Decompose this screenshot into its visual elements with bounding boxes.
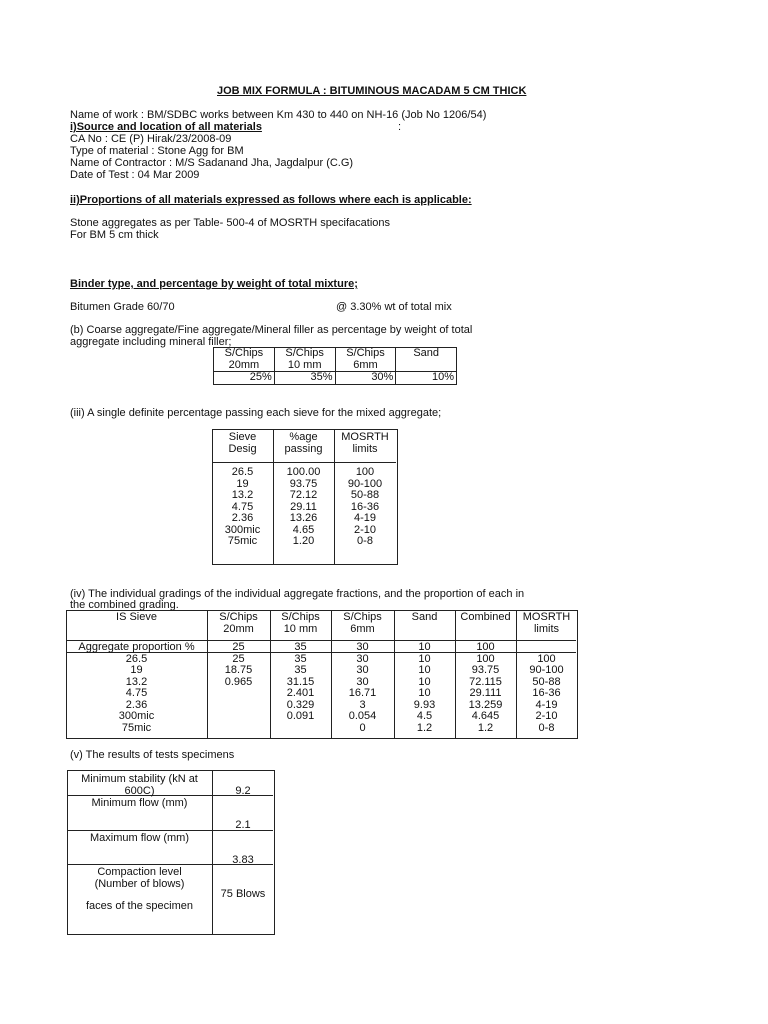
- table-cell: 30: [356, 641, 369, 653]
- table-cell: 4-19: [353, 512, 377, 524]
- table-row: [212, 467, 396, 479]
- header-cell: S/Chips 6mm: [343, 611, 382, 635]
- table-cell: 100: [476, 641, 495, 653]
- table-cell: [516, 642, 577, 654]
- table-cell: 90-100: [347, 477, 383, 490]
- table-cell: 25: [232, 641, 245, 653]
- table-cell: 31.15: [286, 675, 315, 688]
- table-cell: [207, 688, 270, 700]
- table-cell: 50-88: [350, 489, 380, 501]
- table-cell: 72.115: [469, 675, 502, 688]
- table-cell: 4.75: [231, 500, 254, 513]
- header-cell: S/Chips 20mm: [219, 611, 258, 635]
- table-cell: 30: [356, 652, 369, 665]
- bitumen-percentage: @ 3.30% wt of total mix: [336, 301, 452, 313]
- table-row: [66, 642, 577, 654]
- table-cell: 19: [130, 664, 143, 676]
- table-cell: 19: [236, 477, 249, 490]
- compaction-level-label: Compaction level (Number of blows): [94, 866, 185, 890]
- table-cell: 29.111: [469, 687, 502, 699]
- table-cell: [270, 723, 331, 735]
- section-v-line: (v) The results of tests specimens: [70, 749, 235, 761]
- date-of-test: Date of Test : 04 Mar 2009: [70, 169, 200, 181]
- table-cell: 75mic: [227, 535, 258, 547]
- compaction-level-value: 75 Blows: [220, 888, 266, 900]
- header-cell: Combined: [460, 611, 511, 623]
- header-cell: S/Chips 10 mm: [274, 348, 335, 372]
- table-cell: 50-88: [532, 675, 561, 688]
- table-cell: 2-10: [535, 710, 558, 722]
- table-cell: 100: [355, 466, 375, 478]
- aggregate-proportion-table: [213, 347, 457, 385]
- minimum-stability-value: 9.2: [235, 785, 251, 797]
- header-cell: Sieve Desig: [228, 431, 257, 455]
- table-row: [66, 711, 577, 723]
- bitumen-grade: Bitumen Grade 60/70: [70, 301, 175, 313]
- table-cell: 100: [476, 652, 495, 665]
- table-cell: 13.259: [468, 698, 503, 711]
- table-cell: 30: [356, 675, 369, 688]
- table-cell: [207, 723, 270, 735]
- header-cell: S/Chips 6mm: [335, 348, 396, 372]
- table-row: [66, 654, 577, 666]
- sieve-passing-table: [212, 432, 396, 548]
- table-cell: 300mic: [118, 710, 155, 722]
- table-cell: 10: [418, 664, 431, 676]
- table-row: [212, 536, 396, 548]
- header-cell: Sand: [411, 611, 438, 623]
- table-cell: 35: [294, 641, 307, 653]
- table-cell: 10: [418, 652, 431, 665]
- table-cell: 29.11: [290, 500, 317, 513]
- table-row: [212, 490, 396, 502]
- table-cell: 2.36: [231, 512, 254, 524]
- table-cell: 100.00: [286, 466, 321, 478]
- header-cell: %age passing: [284, 431, 323, 455]
- section-i-heading: i)Source and location of all materials: [70, 121, 262, 133]
- table-cell: 0.329: [286, 698, 315, 711]
- table-cell: 30: [356, 664, 369, 676]
- binder-heading: Binder type, and percentage by weight of total mixture;: [70, 278, 358, 290]
- page-title: JOB MIX FORMULA : BITUMINOUS MACADAM 5 CM THICK: [217, 85, 527, 97]
- table-cell: 1.2: [416, 721, 433, 734]
- table-row: [66, 688, 577, 700]
- table-header-row: [214, 348, 457, 372]
- table-cell: 0-8: [357, 535, 373, 547]
- header-cell: MOSRTH limits: [522, 611, 571, 635]
- section-iv-line1: (iv) The individual gradings of the individual aggregate fractions, and the proportion of each in: [70, 588, 525, 600]
- table-cell: [207, 700, 270, 712]
- table-cell: 35: [294, 664, 307, 676]
- table-cell: 0.965: [224, 675, 253, 688]
- minimum-flow-label: Minimum flow (mm): [91, 797, 188, 809]
- minimum-flow-value: 2.1: [235, 819, 251, 831]
- table-cell: 10: [418, 675, 431, 688]
- table-header-row: [66, 612, 577, 642]
- table-row: [66, 723, 577, 735]
- section-iii-line: (iii) A single definite percentage passing each sieve for the mixed aggregate;: [70, 407, 442, 419]
- table-cell: 100: [537, 652, 556, 665]
- header-cell: IS Sieve: [116, 611, 157, 623]
- table-cell: 13.2: [231, 489, 254, 501]
- table-cell: 26.5: [231, 466, 254, 478]
- header-cell: MOSRTH limits: [341, 431, 389, 455]
- table-cell: 16-36: [532, 687, 561, 699]
- maximum-flow-label: Maximum flow (mm): [90, 832, 189, 844]
- stone-aggregates-line: Stone aggregates as per Table- 500-4 of MOSRTH specifacations: [70, 217, 390, 229]
- type-of-material: Type of material : Stone Agg for BM: [70, 145, 244, 157]
- section-b-line1: (b) Coarse aggregate/Fine aggregate/Mineral filler as percentage by weight of total: [70, 324, 473, 336]
- table-cell: 0.054: [348, 710, 377, 722]
- individual-gradings-table: [66, 612, 577, 734]
- table-row: [212, 513, 396, 525]
- table-cell: 10: [418, 641, 431, 653]
- table-cell: 2.401: [286, 687, 315, 699]
- table-cell: 0: [359, 721, 366, 734]
- table-cell: 25%: [214, 372, 275, 385]
- table-row: [214, 372, 457, 385]
- table-cell: 26.5: [125, 652, 148, 665]
- table-cell: 13.26: [289, 512, 318, 524]
- table-cell: 18.75: [224, 664, 253, 676]
- contractor-name: Name of Contractor : M/S Sadanand Jha, Jagdalpur (C.G): [70, 157, 354, 169]
- table-cell: 300mic: [224, 523, 261, 536]
- table-cell: 0-8: [538, 721, 555, 734]
- table-cell: 4.645: [471, 710, 500, 722]
- table-cell: 93.75: [471, 664, 500, 676]
- table-cell: Aggregate proportion %: [78, 641, 195, 653]
- table-cell: 1.2: [477, 721, 494, 734]
- table-cell: 75mic: [121, 721, 152, 734]
- ca-no: CA No : CE (P) Hirak/23/2008-09: [70, 133, 232, 145]
- table-cell: 72.12: [289, 489, 318, 501]
- minimum-stability-label: Minimum stability (kN at 600C): [81, 773, 198, 797]
- table-cell: 90-100: [529, 664, 564, 676]
- bm-thickness-line: For BM 5 cm thick: [70, 229, 159, 241]
- section-i-colon: :: [398, 121, 402, 133]
- header-cell: S/Chips 10 mm: [281, 611, 320, 635]
- table-cell: 1.20: [292, 535, 315, 547]
- table-cell: 10: [418, 687, 431, 699]
- table-row: [66, 665, 577, 677]
- table-cell: 4.75: [125, 687, 148, 699]
- name-of-work: Name of work : BM/SDBC works between Km 430 to 440 on NH-16 (Job No 1206/54): [70, 109, 487, 121]
- table-cell: 9.93: [413, 698, 436, 711]
- header-cell: S/Chips 20mm: [214, 348, 275, 372]
- table-cell: 93.75: [289, 477, 318, 490]
- table-cell: [207, 711, 270, 723]
- table-cell: 30%: [335, 372, 396, 385]
- table-cell: 3: [359, 698, 366, 711]
- table-cell: 4-19: [535, 698, 558, 711]
- maximum-flow-value: 3.83: [232, 854, 254, 866]
- table-cell: 35: [294, 652, 307, 665]
- section-ii-heading: ii)Proportions of all materials expressed as follows where each is applicable:: [70, 194, 472, 206]
- compaction-faces-label: faces of the specimen: [85, 900, 193, 912]
- section-iv-line2: the combined grading.: [70, 599, 179, 611]
- table-cell: 0.091: [286, 710, 315, 722]
- table-header-row: [212, 432, 396, 455]
- table-cell: 2-10: [353, 523, 377, 536]
- table-cell: 16.71: [348, 687, 377, 699]
- table-cell: 2.36: [125, 698, 148, 711]
- table-cell: 35%: [274, 372, 335, 385]
- table-cell: 13.2: [125, 675, 148, 688]
- header-cell: Sand: [396, 348, 457, 372]
- table-cell: 16-36: [350, 500, 380, 513]
- table-cell: 25: [232, 652, 245, 665]
- table-cell: 10%: [396, 372, 457, 385]
- table-cell: 4.65: [292, 523, 315, 536]
- section-b-line2: aggregate including mineral filler;: [70, 336, 232, 348]
- table-cell: 4.5: [416, 710, 433, 722]
